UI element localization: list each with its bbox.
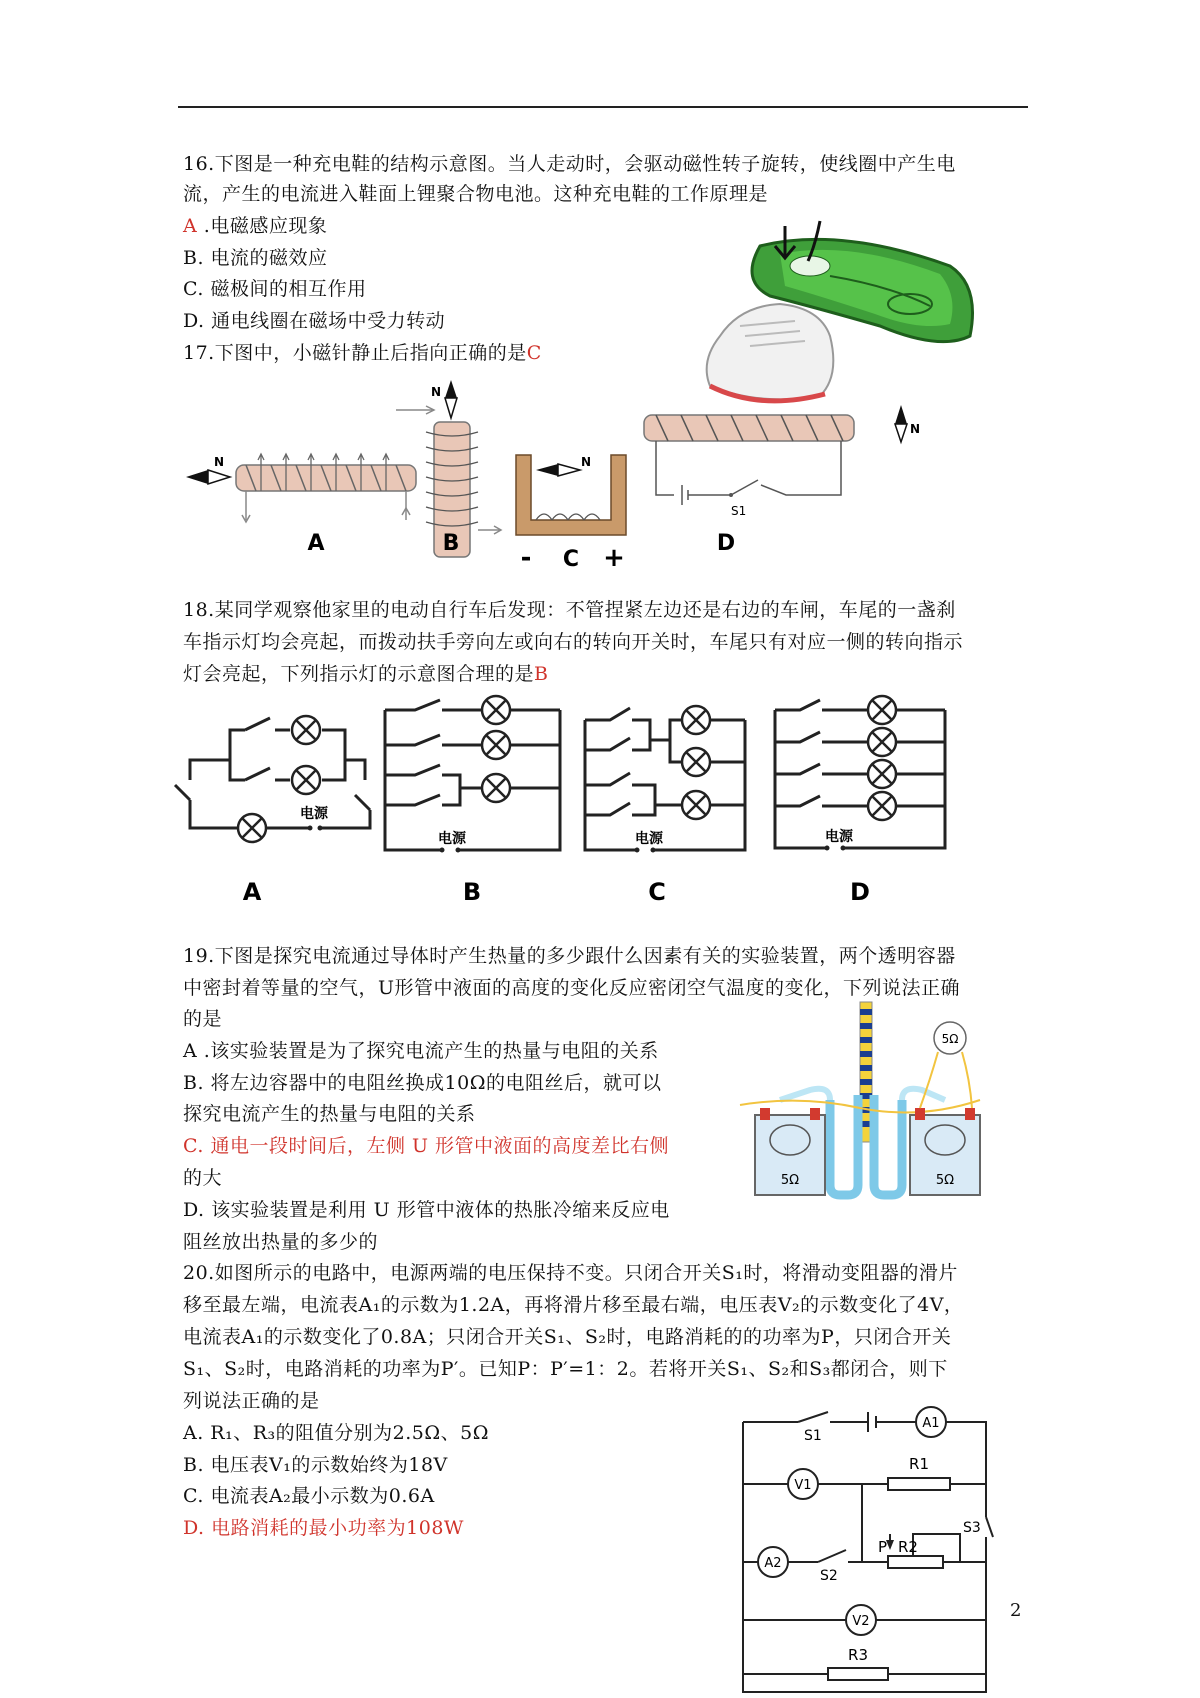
q17-diagram-d: [644, 405, 920, 556]
q17-figure: [186, 380, 926, 575]
q18-figure: [170, 700, 970, 905]
svg-text:N: N: [431, 385, 442, 399]
svg-text:-: -: [520, 543, 532, 573]
q16-stem-line2: 流，产生的电流进入鞋面上锂聚合物电池。这种充电鞋的工作原理是: [183, 183, 769, 205]
heating-experiment-apparatus: [740, 1000, 980, 1200]
svg-text:B: B: [442, 531, 460, 556]
svg-text:C: C: [648, 878, 666, 906]
q18-answer: B: [534, 663, 549, 685]
svg-text:电源: 电源: [825, 829, 853, 845]
svg-text:S1: S1: [804, 1428, 822, 1444]
svg-text:电源: 电源: [300, 806, 328, 822]
svg-text:S2: S2: [820, 1568, 838, 1584]
q19-option-b-line1: B. 将左边容器中的电阻丝换成10Ω的电阻丝后，就可以: [183, 1072, 662, 1094]
svg-text:A: A: [242, 878, 262, 906]
q16-option-a: [183, 214, 327, 238]
q19-option-a: A .该实验装置是为了探究电流产生的热量与电阻的关系: [183, 1040, 659, 1062]
svg-text:A: A: [307, 531, 325, 556]
q19-option-c-line1: C. 通电一段时间后，左侧 U 形管中液面的高度差比右侧: [183, 1135, 670, 1157]
svg-text:电源: 电源: [438, 831, 466, 847]
svg-text:P: P: [878, 1538, 888, 1556]
svg-text:V1: V1: [794, 1478, 812, 1493]
q20-option-a: A. R₁、R₃的阻值分别为2.5Ω、5Ω: [183, 1422, 489, 1444]
svg-text:+: +: [603, 543, 625, 573]
svg-text:D: D: [716, 531, 736, 556]
svg-text:5Ω: 5Ω: [941, 1032, 959, 1046]
q17-stem: 17.下图中，小磁针静止后指向正确的是C: [183, 342, 542, 364]
svg-text:R2: R2: [898, 1538, 918, 1556]
q18-stem-line2: 车指示灯均会亮起，而拨动扶手旁向左或向右的转向开关时，车尾只有对应一侧的转向指示: [183, 631, 964, 653]
q16-option-a-letter: A: [183, 215, 198, 237]
q16-option-d: D. 通电线圈在磁场中受力转动: [183, 310, 446, 332]
svg-text:N: N: [214, 455, 225, 469]
q19-stem-line2: 中密封着等量的空气，U形管中液面的高度的变化反应密闭空气温度的变化，下列说法正确: [183, 977, 961, 999]
q18-diagram-b: [385, 700, 560, 850]
q17-diagram-c: [516, 455, 626, 573]
svg-text:S3: S3: [963, 1520, 981, 1536]
q19-option-d-line2: 阻丝放出热量的多少的: [183, 1231, 379, 1253]
q18-diagram-a: [175, 718, 370, 828]
q17-diagram-a: [186, 454, 416, 556]
q20-stem-line5: 列说法正确的是: [183, 1390, 320, 1412]
svg-text:电源: 电源: [635, 831, 663, 847]
q20-stem-line2: 移至最左端，电流表A₁的示数为1.2A，再将滑片移至最右端，电压表V₂的示数变化了4V，: [183, 1294, 964, 1316]
q18-stem-line3: 灯会亮起，下列指示灯的示意图合理的是B: [183, 663, 549, 685]
svg-text:A1: A1: [922, 1416, 940, 1431]
q19-option-d-line1: D. 该实验装置是利用 U 形管中液体的热胀冷缩来反应电: [183, 1199, 670, 1221]
q16-option-b: B. 电流的磁效应: [183, 247, 328, 269]
q19-option-b-line2: 探究电流产生的热量与电阻的关系: [183, 1103, 476, 1125]
svg-text:D: D: [850, 878, 870, 906]
q20-stem-line1: 20.如图所示的电路中，电源两端的电压保持不变。只闭合开关S₁时，将滑动变阻器的滑片: [183, 1262, 958, 1284]
q20-option-c: C. 电流表A₂最小示数为0.6A: [183, 1485, 435, 1507]
svg-text:N: N: [581, 455, 592, 469]
svg-text:5Ω: 5Ω: [935, 1173, 955, 1188]
q19-option-c-line2: 的大: [183, 1167, 223, 1189]
page-number: 2: [1010, 1600, 1022, 1621]
svg-text:5Ω: 5Ω: [780, 1173, 800, 1188]
q19-stem-line3: 的是: [183, 1008, 223, 1030]
svg-text:R1: R1: [909, 1455, 929, 1473]
svg-text:C: C: [562, 547, 580, 572]
q18-stem-line1: 18.某同学观察他家里的电动自行车后发现：不管捏紧左边还是右边的车闸，车尾的一盏刹: [183, 599, 956, 621]
q18-diagram-c: [585, 708, 745, 850]
svg-text:B: B: [462, 878, 482, 906]
q20-circuit-diagram: [738, 1412, 998, 1694]
q19-stem-line1: 19.下图是探究电流通过导体时产生热量的多少跟什么因素有关的实验装置，两个透明容器: [183, 945, 956, 967]
q20-option-d: D. 电路消耗的最小功率为108W: [183, 1517, 464, 1539]
svg-text:S1: S1: [731, 504, 747, 518]
q20-stem-line4: S₁、S₂时，电路消耗的功率为P′。已知P：P′=1：2。若将开关S₁、S₂和S₃都闭合，则下: [183, 1358, 948, 1380]
svg-text:N: N: [910, 422, 921, 436]
svg-text:R3: R3: [848, 1646, 868, 1664]
svg-text:A2: A2: [764, 1556, 782, 1571]
q16-stem-line1: 16.下图是一种充电鞋的结构示意图。当人走动时，会驱动磁性转子旋转，使线圈中产生电: [183, 153, 956, 175]
q16-option-a-text: .电磁感应现象: [197, 215, 328, 237]
q16-option-c: C. 磁极间的相互作用: [183, 278, 367, 300]
q20-option-b: B. 电压表V₁的示数始终为18V: [183, 1454, 448, 1476]
q18-diagram-d: [775, 700, 945, 848]
header-rule: [178, 106, 1028, 108]
svg-text:V2: V2: [852, 1614, 870, 1629]
q17-answer: C: [526, 342, 542, 364]
q20-stem-line3: 电流表A₁的示数变化了0.8A；只闭合开关S₁、S₂时，电路消耗的的功率为P，只闭合开关: [183, 1326, 952, 1348]
